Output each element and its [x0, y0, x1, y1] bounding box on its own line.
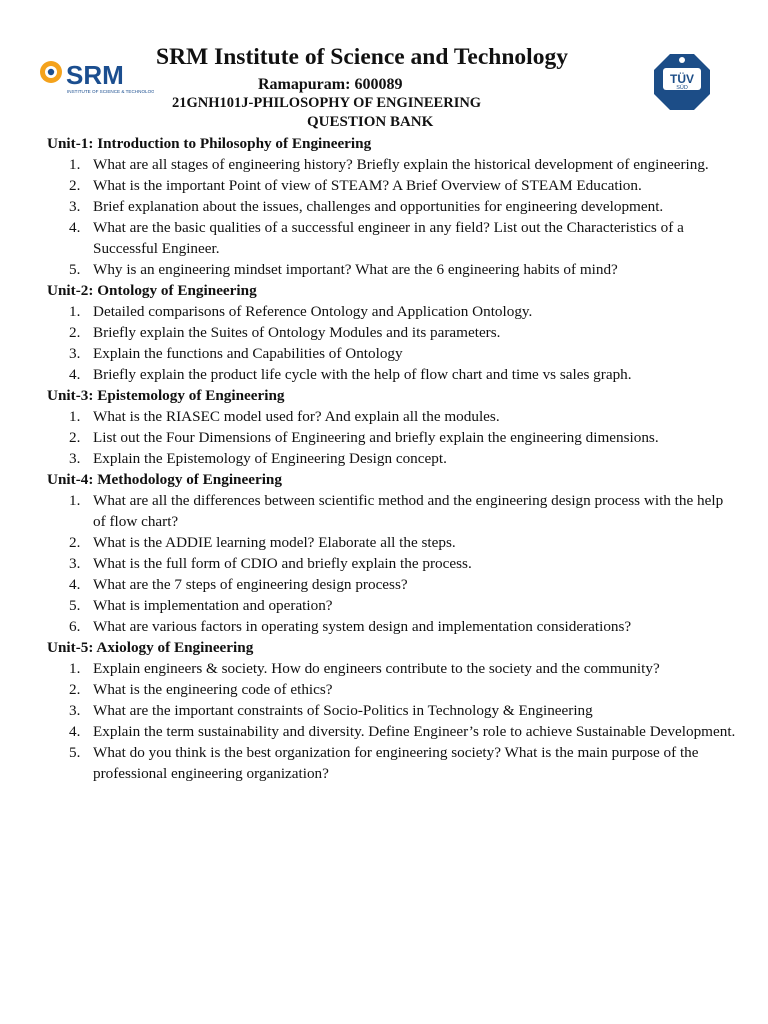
- question-list: [47, 490, 737, 637]
- question-item: [47, 595, 737, 616]
- question-item: [47, 343, 737, 364]
- question-number: 1.: [69, 660, 81, 677]
- question-text: Why is an engineering mindset important? What are the 6 engineering habits of mind?: [93, 261, 618, 278]
- question-number: 5.: [69, 261, 81, 278]
- unit-title: Unit-4: Methodology of Engineering: [47, 471, 282, 488]
- unit-title: Unit-3: Epistemology of Engineering: [47, 387, 285, 404]
- question-item: [47, 217, 737, 259]
- question-number: 4.: [69, 366, 81, 383]
- question-text: What are various factors in operating system design and implementation considerations?: [93, 618, 632, 635]
- question-text: What is the RIASEC model used for? And explain all the modules.: [93, 408, 500, 425]
- question-item: [47, 553, 737, 574]
- question-number: 2.: [69, 681, 81, 698]
- unit-section: [47, 133, 737, 280]
- question-item: [47, 322, 737, 343]
- question-number: 2.: [69, 429, 81, 446]
- question-item: [47, 658, 737, 679]
- question-number: 3.: [69, 198, 81, 215]
- unit-section: [47, 280, 737, 385]
- unit-title: Unit-1: Introduction to Philosophy of Engineering: [47, 135, 372, 152]
- tuv-sud-logo: [652, 52, 712, 112]
- question-text: Brief explanation about the issues, challenges and opportunities for engineering development.: [93, 198, 664, 215]
- question-number: 2.: [69, 534, 81, 551]
- question-list: [47, 658, 737, 784]
- question-number: 5.: [69, 597, 81, 614]
- question-number: 1.: [69, 156, 81, 173]
- question-list: [47, 406, 737, 469]
- question-text: Explain the Epistemology of Engineering Design concept.: [93, 450, 447, 467]
- question-number: 6.: [69, 618, 81, 635]
- srm-logo-subtext: INSTITUTE OF SCIENCE & TECHNOLOGY: [67, 89, 154, 94]
- question-number: 3.: [69, 555, 81, 572]
- unit-title: Unit-5: Axiology of Engineering: [47, 639, 254, 656]
- question-text: What are the important constraints of Socio-Politics in Technology & Engineering: [93, 702, 593, 719]
- srm-logo: [36, 54, 154, 98]
- question-item: [47, 679, 737, 700]
- question-text: List out the Four Dimensions of Engineering and briefly explain the engineering dimensions.: [93, 429, 659, 446]
- question-text: What is the full form of CDIO and briefly explain the process.: [93, 555, 472, 572]
- srm-logo-text: SRM: [66, 60, 124, 90]
- question-text: What do you think is the best organization for engineering society? What is the main purpose of the professional engineering organization?: [93, 744, 699, 782]
- question-item: [47, 490, 737, 532]
- question-text: Explain the functions and Capabilities of Ontology: [93, 345, 403, 362]
- question-item: [47, 574, 737, 595]
- question-item: [47, 259, 737, 280]
- question-number: 4.: [69, 576, 81, 593]
- question-number: 1.: [69, 303, 81, 320]
- unit-section: [47, 469, 737, 637]
- question-text: What is implementation and operation?: [93, 597, 333, 614]
- institution-name: SRM Institute of Science and Technology: [156, 44, 568, 70]
- question-text: Explain the term sustainability and diversity. Define Engineer’s role to achieve Sustainable Development.: [93, 723, 736, 740]
- question-number: 5.: [69, 744, 81, 761]
- unit-title: Unit-2: Ontology of Engineering: [47, 282, 257, 299]
- question-item: [47, 448, 737, 469]
- question-number: 1.: [69, 492, 81, 509]
- question-item: [47, 721, 737, 742]
- tuv-logo-text: TÜV: [670, 72, 694, 86]
- question-number: 4.: [69, 219, 81, 236]
- question-text: What is the engineering code of ethics?: [93, 681, 333, 698]
- question-number: 4.: [69, 723, 81, 740]
- question-text: What is the ADDIE learning model? Elaborate all the steps.: [93, 534, 456, 551]
- question-text: Briefly explain the product life cycle with the help of flow chart and time vs sales graph.: [93, 366, 632, 383]
- question-item: [47, 196, 737, 217]
- question-text: Briefly explain the Suites of Ontology Modules and its parameters.: [93, 324, 501, 341]
- unit-section: [47, 637, 737, 784]
- question-item: [47, 427, 737, 448]
- question-item: [47, 616, 737, 637]
- question-number: 3.: [69, 345, 81, 362]
- question-text: What are all the differences between scientific method and the engineering design process with the help of flow chart?: [93, 492, 724, 530]
- question-item: [47, 742, 737, 784]
- question-item: [47, 301, 737, 322]
- question-text: Explain engineers & society. How do engineers contribute to the society and the community?: [93, 660, 660, 677]
- question-text: What are the 7 steps of engineering design process?: [93, 576, 408, 593]
- question-text: What are the basic qualities of a successful engineer in any field? List out the Characteristics of a Successful Engineer.: [93, 219, 684, 257]
- question-item: [47, 700, 737, 721]
- question-list: [47, 154, 737, 280]
- course-title: 21GNH101J-PHILOSOPHY OF ENGINEERING: [172, 95, 482, 111]
- question-item: [47, 406, 737, 427]
- question-number: 3.: [69, 450, 81, 467]
- question-text: What is the important Point of view of STEAM? A Brief Overview of STEAM Education.: [93, 177, 642, 194]
- campus-name: Ramapuram: 600089: [258, 76, 403, 93]
- unit-section: [47, 385, 737, 469]
- question-number: 3.: [69, 702, 81, 719]
- question-number: 1.: [69, 408, 81, 425]
- question-item: [47, 532, 737, 553]
- tuv-logo-subtext: SÜD: [676, 85, 688, 91]
- question-number: 2.: [69, 324, 81, 341]
- question-text: What are all stages of engineering history? Briefly explain the historical development of engineering.: [93, 156, 709, 173]
- question-item: [47, 364, 737, 385]
- question-text: Detailed comparisons of Reference Ontology and Application Ontology.: [93, 303, 533, 320]
- document-title: QUESTION BANK: [307, 114, 434, 130]
- question-item: [47, 154, 737, 175]
- question-item: [47, 175, 737, 196]
- question-list: [47, 301, 737, 385]
- units-container: [47, 133, 737, 784]
- question-number: 2.: [69, 177, 81, 194]
